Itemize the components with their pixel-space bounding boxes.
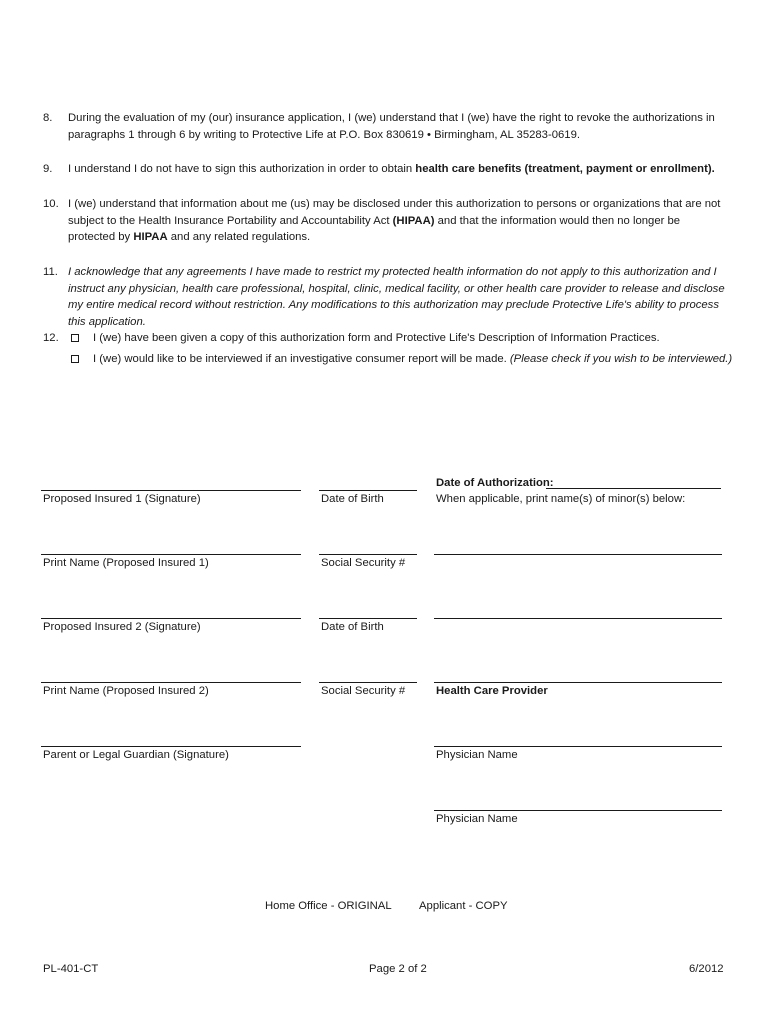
item-10-text <box>68 196 728 246</box>
interview-request-label <box>93 351 732 368</box>
ssn-2-line[interactable] <box>319 682 417 683</box>
date-of-authorization-label: Date of Authorization: <box>436 477 554 489</box>
date-of-birth-2-line[interactable] <box>319 618 417 619</box>
guardian-signature-line[interactable] <box>41 746 301 747</box>
form-date: 6/2012 <box>689 963 724 975</box>
insured2-signature-line[interactable] <box>41 618 301 619</box>
copy-received-checkbox[interactable] <box>71 334 79 342</box>
insured1-signature-label: Proposed Insured 1 (Signature) <box>43 493 201 505</box>
print-name-2-label: Print Name (Proposed Insured 2) <box>43 685 209 697</box>
date-of-birth-2-label: Date of Birth <box>321 621 384 633</box>
item-11-italic-text: I acknowledge that any agreements I have made to restrict my protected health information do not apply to this authorization and I instruct any physician, health care professional, hospital, clinic, medical facility, or other health care provider to release and disclose my entire medical record without restriction. Any modifications to this authorization may preclude Protective Life's ability to process this application. <box>68 266 725 328</box>
item-8-text: During the evaluation of my (our) insurance application, I (we) understand that I (we) have the right to revoke the authorizations in paragraphs 1 through 6 by writing to Protective Life at P.O. Box 830619 • Birmingham, AL 35283-0619. <box>68 112 715 141</box>
home-office-copy-label: Home Office - ORIGINAL <box>265 900 392 912</box>
minor-name-line-1[interactable] <box>434 554 722 555</box>
item-12-number: 12. <box>43 332 59 344</box>
ssn-1-label: Social Security # <box>321 557 406 569</box>
health-care-provider-label: Health Care Provider <box>436 685 548 697</box>
applicant-copy-label: Applicant - COPY <box>419 900 508 912</box>
physician-name-1-label: Physician Name <box>436 749 518 761</box>
item-11-text <box>68 264 728 330</box>
interview-request-note: (Please check if you wish to be interviewed.) <box>509 353 733 365</box>
form-id: PL-401-CT <box>43 963 99 975</box>
item-10-text-a: I (we) understand that information about me (us) may be disclosed under this authorization to persons or organizations that are not subject to the Health Insurance Portability and Accountability Act <box>68 198 721 227</box>
guardian-signature-label: Parent or Legal Guardian (Signature) <box>43 749 229 761</box>
item-10-hipaa-2: HIPAA <box>133 231 168 243</box>
item-10-hipaa-1: (HIPAA) <box>392 214 435 227</box>
item-9-text <box>68 161 728 178</box>
item-9-number: 9. <box>43 163 53 175</box>
item-9-text-a: I understand I do not have to sign this authorization in order to obtain <box>68 163 416 175</box>
item-8-number: 8. <box>43 112 53 124</box>
date-of-birth-1-label: Date of Birth <box>321 493 384 505</box>
health-care-provider-line[interactable] <box>434 682 722 683</box>
interview-request-text: I (we) would like to be interviewed if an investigative consumer report will be made. <box>93 353 510 365</box>
insured1-signature-line[interactable] <box>41 490 301 491</box>
print-name-1-label: Print Name (Proposed Insured 1) <box>43 557 209 569</box>
ssn-1-line[interactable] <box>319 554 417 555</box>
ssn-2-label: Social Security # <box>321 685 406 697</box>
minor-names-label: When applicable, print name(s) of minor(s) below: <box>436 493 686 505</box>
date-of-authorization-line[interactable] <box>546 488 721 489</box>
print-name-1-line[interactable] <box>41 554 301 555</box>
physician-name-1-line[interactable] <box>434 746 722 747</box>
page-number: Page 2 of 2 <box>369 963 427 975</box>
item-10-text-e: and any related regulations. <box>167 231 311 243</box>
item-10-number: 10. <box>43 198 59 210</box>
item-9-text-bold: health care benefits (treatment, payment or enrollment). <box>415 163 715 175</box>
minor-name-line-2[interactable] <box>434 618 722 619</box>
item-11-number: 11. <box>43 266 58 278</box>
copy-received-label: I (we) have been given a copy of this authorization form and Protective Life's Description of Information Practices. <box>93 332 660 344</box>
date-of-birth-1-line[interactable] <box>319 490 417 491</box>
insured2-signature-label: Proposed Insured 2 (Signature) <box>43 621 201 633</box>
physician-name-2-label: Physician Name <box>436 813 518 825</box>
interview-request-checkbox[interactable] <box>71 355 79 363</box>
physician-name-2-line[interactable] <box>434 810 722 811</box>
item-10-text-c: and that the information would then no longer be protected by <box>68 214 681 243</box>
print-name-2-line[interactable] <box>41 682 301 683</box>
item-12 <box>0 330 770 370</box>
